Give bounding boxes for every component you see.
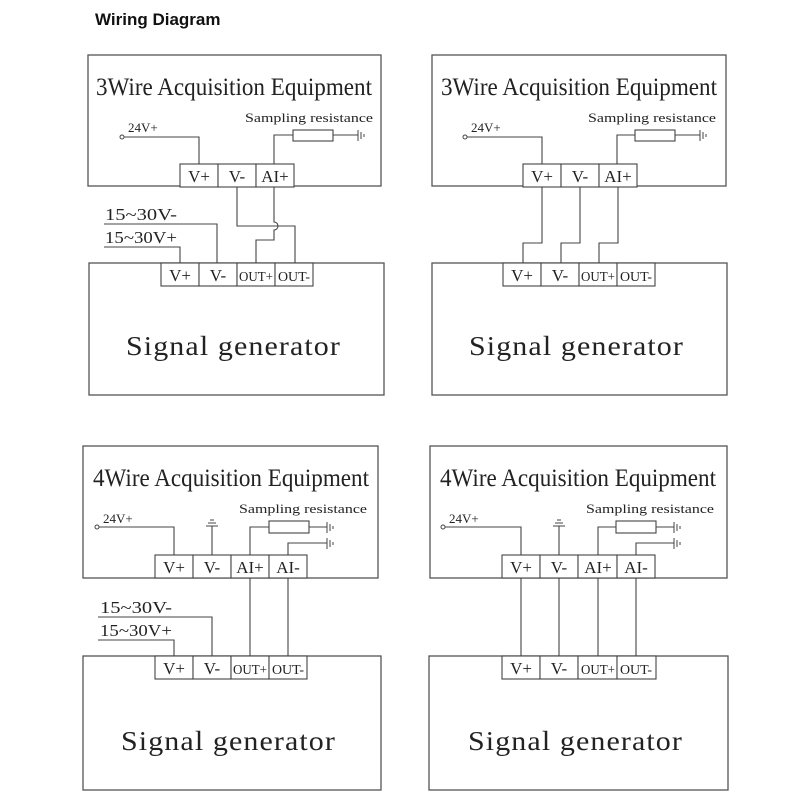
wire-vminus-to-out-minus (237, 187, 295, 263)
supply-24v-label: 24V+ (449, 511, 479, 526)
sampling-resistor-icon (269, 521, 309, 533)
supply-terminal-icon (95, 525, 99, 529)
wire-ai-to-resistor (274, 135, 293, 164)
signal-generator-terminal-block (502, 656, 656, 679)
wire-24v-to-vplus (445, 527, 521, 555)
diagram-3wire-external-supply (88, 55, 384, 395)
sampling-resistance-label: Sampling resistance (239, 501, 368, 516)
supply-terminal-icon (463, 135, 467, 139)
wire-ai-plus-to-resistor (598, 527, 616, 555)
acquisition-terminal-block (523, 164, 637, 187)
terminal-vplus: V+ (511, 266, 533, 285)
ground-icon (674, 522, 680, 533)
ground-icon (553, 520, 565, 526)
terminal-vminus: V- (571, 167, 589, 186)
terminal-vplus: V+ (510, 558, 532, 577)
terminal-ai-minus: AI- (624, 558, 648, 577)
acquisition-title: 4Wire Acquisition Equipment (440, 465, 717, 492)
supply-terminal-icon (441, 525, 445, 529)
acquisition-title: 3Wire Acquisition Equipment (96, 74, 373, 101)
ground-icon (327, 522, 333, 533)
wire-vminus-to-vminus (561, 187, 580, 263)
sampling-resistance-label: Sampling resistance (588, 110, 717, 125)
supply-24v-label: 24V+ (103, 511, 133, 526)
terminal-vminus: V- (203, 558, 221, 577)
diagram-4wire-loop-powered (429, 446, 728, 790)
wire-supply-positive (104, 247, 180, 263)
acquisition-terminal-block (155, 555, 307, 578)
signal-generator (432, 263, 727, 395)
terminal-vminus: V- (228, 167, 246, 186)
acquisition-equipment-3wire (432, 55, 726, 187)
signal-generator-label: Signal generator (469, 331, 684, 361)
terminal-out-minus: OUT- (620, 663, 653, 678)
supply-negative-label: 15~30V- (100, 598, 173, 617)
signal-generator-terminal-block (161, 263, 313, 286)
sampling-resistor-icon (635, 130, 675, 141)
terminal-vplus: V+ (163, 659, 185, 678)
wire-24v-to-vplus (467, 137, 542, 164)
wire-ai-plus-to-out-plus (256, 187, 278, 263)
ground-icon (674, 538, 680, 549)
signal-generator (429, 656, 728, 790)
acquisition-title: 3Wire Acquisition Equipment (441, 74, 718, 101)
ground-icon (358, 130, 364, 141)
ground-icon (327, 538, 333, 549)
terminal-vminus: V- (551, 266, 569, 285)
sampling-resistor-icon (293, 130, 333, 141)
acquisition-title: 4Wire Acquisition Equipment (93, 465, 370, 492)
ground-icon (700, 130, 706, 141)
sampling-resistance-label: Sampling resistance (245, 110, 374, 125)
supply-positive-label: 15~30V+ (105, 228, 177, 247)
signal-generator (83, 656, 381, 790)
sampling-resistor-icon (616, 521, 656, 533)
ground-icon (206, 520, 218, 526)
wire-24v-to-vplus (99, 527, 174, 555)
terminal-out-minus: OUT- (278, 270, 311, 285)
terminal-out-plus: OUT+ (581, 663, 616, 678)
acquisition-terminal-block (180, 164, 294, 187)
terminal-out-plus: OUT+ (233, 663, 268, 678)
signal-generator-label: Signal generator (126, 331, 341, 361)
signal-generator-terminal-block (155, 656, 307, 679)
terminal-vminus: V- (550, 558, 568, 577)
terminal-vminus: V- (209, 266, 227, 285)
terminal-vminus: V- (203, 659, 221, 678)
supply-positive-label: 15~30V+ (100, 621, 172, 640)
terminal-ai-plus: AI+ (261, 167, 289, 186)
terminal-ai-plus: AI+ (584, 558, 612, 577)
acquisition-equipment-3wire (88, 55, 381, 187)
terminal-ai-plus: AI+ (236, 558, 264, 577)
sampling-resistance-label: Sampling resistance (586, 501, 715, 516)
acquisition-equipment-4wire (83, 446, 378, 578)
wire-ai-to-resistor (617, 135, 635, 164)
wire-ai-plus-to-resistor (250, 527, 269, 555)
signal-generator-label: Signal generator (121, 726, 336, 756)
signal-generator (89, 263, 384, 395)
terminal-vplus: V+ (163, 558, 185, 577)
wire-ai-minus-to-ground (288, 543, 327, 555)
wire-ai-plus-to-out-plus (599, 187, 618, 263)
terminal-vplus: V+ (531, 167, 553, 186)
supply-terminal-icon (120, 135, 124, 139)
signal-generator-label: Signal generator (468, 726, 683, 756)
wire-vplus-to-vplus (523, 187, 542, 263)
wire-supply-positive (98, 640, 174, 656)
terminal-ai-plus: AI+ (604, 167, 632, 186)
page-title: Wiring Diagram (95, 10, 221, 29)
acquisition-equipment-4wire (430, 446, 727, 578)
terminal-vplus: V+ (510, 659, 532, 678)
supply-24v-label: 24V+ (128, 120, 158, 135)
supply-negative-label: 15~30V- (105, 205, 178, 224)
wire-ai-minus-to-ground (636, 543, 674, 555)
terminal-out-minus: OUT- (272, 663, 305, 678)
terminal-out-plus: OUT+ (239, 270, 274, 285)
terminal-vplus: V+ (188, 167, 210, 186)
signal-generator-terminal-block (503, 263, 655, 286)
terminal-ai-minus: AI- (276, 558, 300, 577)
wire-24v-to-vplus (124, 137, 199, 164)
diagram-3wire-loop-powered (432, 55, 727, 395)
supply-24v-label: 24V+ (471, 120, 501, 135)
diagram-4wire-external-supply (83, 446, 381, 790)
terminal-out-plus: OUT+ (581, 270, 616, 285)
terminal-out-minus: OUT- (620, 270, 653, 285)
terminal-vplus: V+ (169, 266, 191, 285)
acquisition-terminal-block (502, 555, 655, 578)
terminal-vminus: V- (550, 659, 568, 678)
